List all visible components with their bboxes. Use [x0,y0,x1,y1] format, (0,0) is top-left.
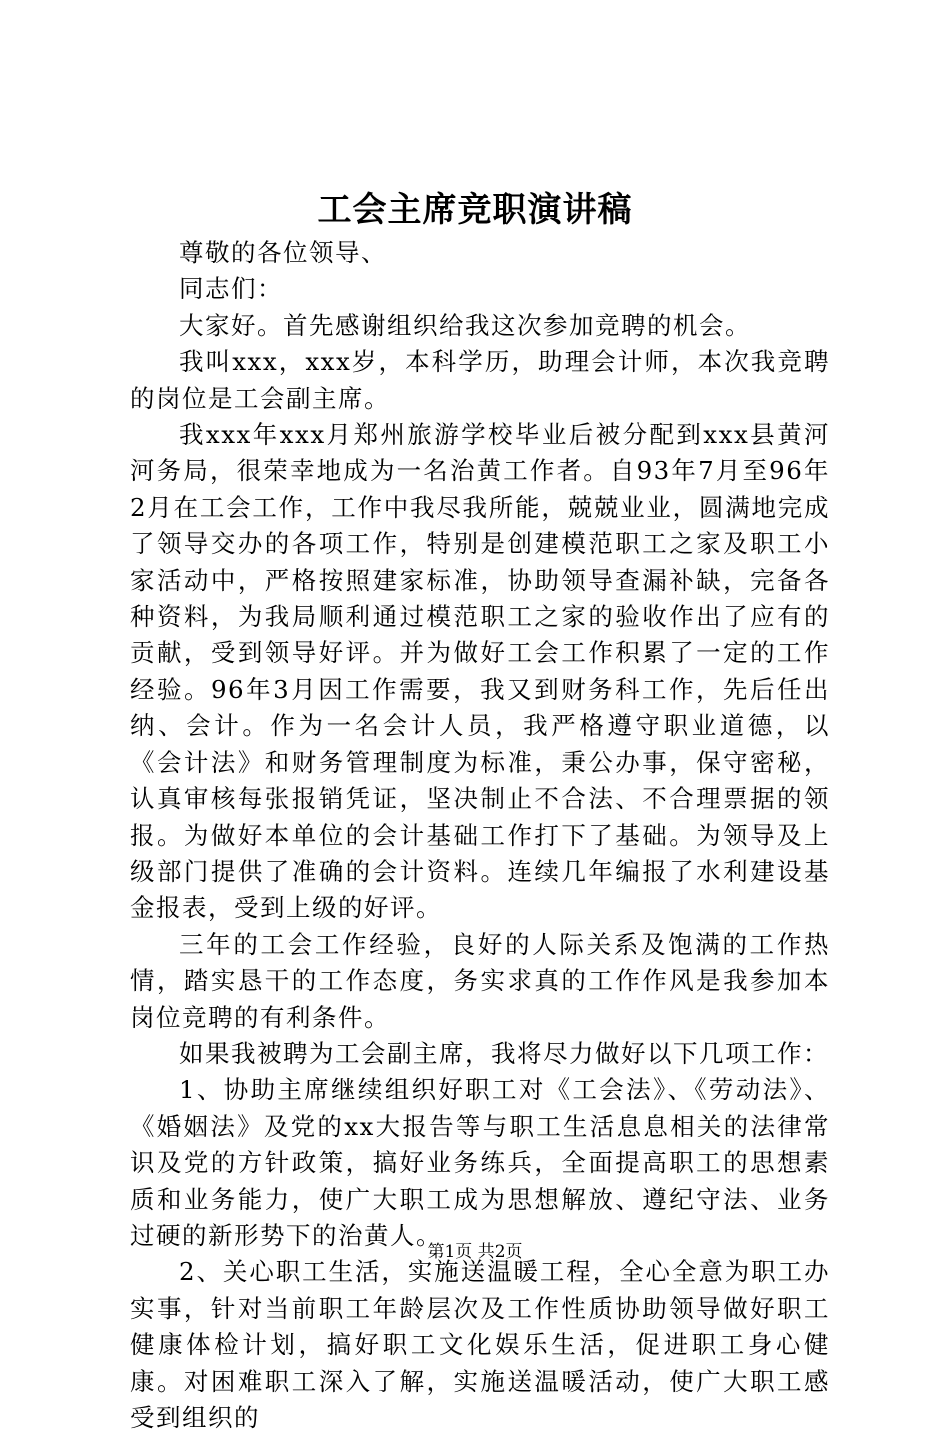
document-title: 工会主席竞职演讲稿 [317,190,633,230]
paragraph-greeting: 大家好。首先感谢组织给我这次参加竞聘的机会。 [179,310,751,340]
paragraph-experience: 我xxx年xxx月郑州旅游学校毕业后被分配到xxx县黄河河务局，很荣幸地成为一名治黄工作者。自93年7月至96年2月在工会工作，工作中我尽我所能，兢兢业业，圆满地完成了领导交办的各项工作，特别是创建模范职工之家及职工小家活动中，严格按照建家标准，协助领导查漏补缺，完备各种资料，为我局顺利通过模范职工之家的验收作出了应有的贡献，受到领导好评。并为做好工会工作积累了一定的工作经验。96年3月因工作需要，我又到财务科工作，先后任出纳、会计。作为一名会计人员，我严格遵守职业道德，以《会计法》和财务管理制度为标准，秉公办事，保守密秘，认真审核每张报销凭证，坚决制止不合法、不合理票据的领报。为做好本单位的会计基础工作打下了基础。为领导及上级部门提供了准确的会计资料。连续几年编报了水利建设基金报表，受到上级的好评。 [130,420,830,923]
paragraph-plan-item-1: 1、协助主席继续组织好职工对《工会法》、《劳动法》、《婚姻法》及党的xx大报告等与职工生活息息相关的法律常识及党的方针政策，搞好业务练兵，全面提高职工的思想素质和业务能力，使广大职工成为思想解放、遵纪守法、业务过硬的新形势下的治黄人。 [130,1075,830,1250]
paragraph-plan-intro: 如果我被聘为工会副主席，我将尽力做好以下几项工作： [179,1038,829,1068]
paragraph-salutation-1: 尊敬的各位领导、 [179,238,387,267]
paragraph-introduction: 我叫xxx，xxx岁，本科学历，助理会计师，本次我竞聘的岗位是工会副主席。 [130,347,830,413]
paragraph-plan-item-2: 2、关心职工生活，实施送温暖工程，全心全意为职工办实事，针对当前职工年龄层次及工作性质协助领导做好职工健康体检计划，搞好职工文化娱乐生活，促进职工身心健康。对困难职工深入了解，实施送温暖活动，使广大职工感受到组织的 [130,1257,830,1432]
paragraph-qualifications: 三年的工会工作经验，良好的人际关系及饱满的工作热情，踏实恳干的工作态度，务实求真的工作作风是我参加本岗位竞聘的有利条件。 [130,929,830,1032]
page-number-footer: 第1页 共2页 [427,1242,523,1262]
paragraph-salutation-2: 同志们： [179,274,283,304]
